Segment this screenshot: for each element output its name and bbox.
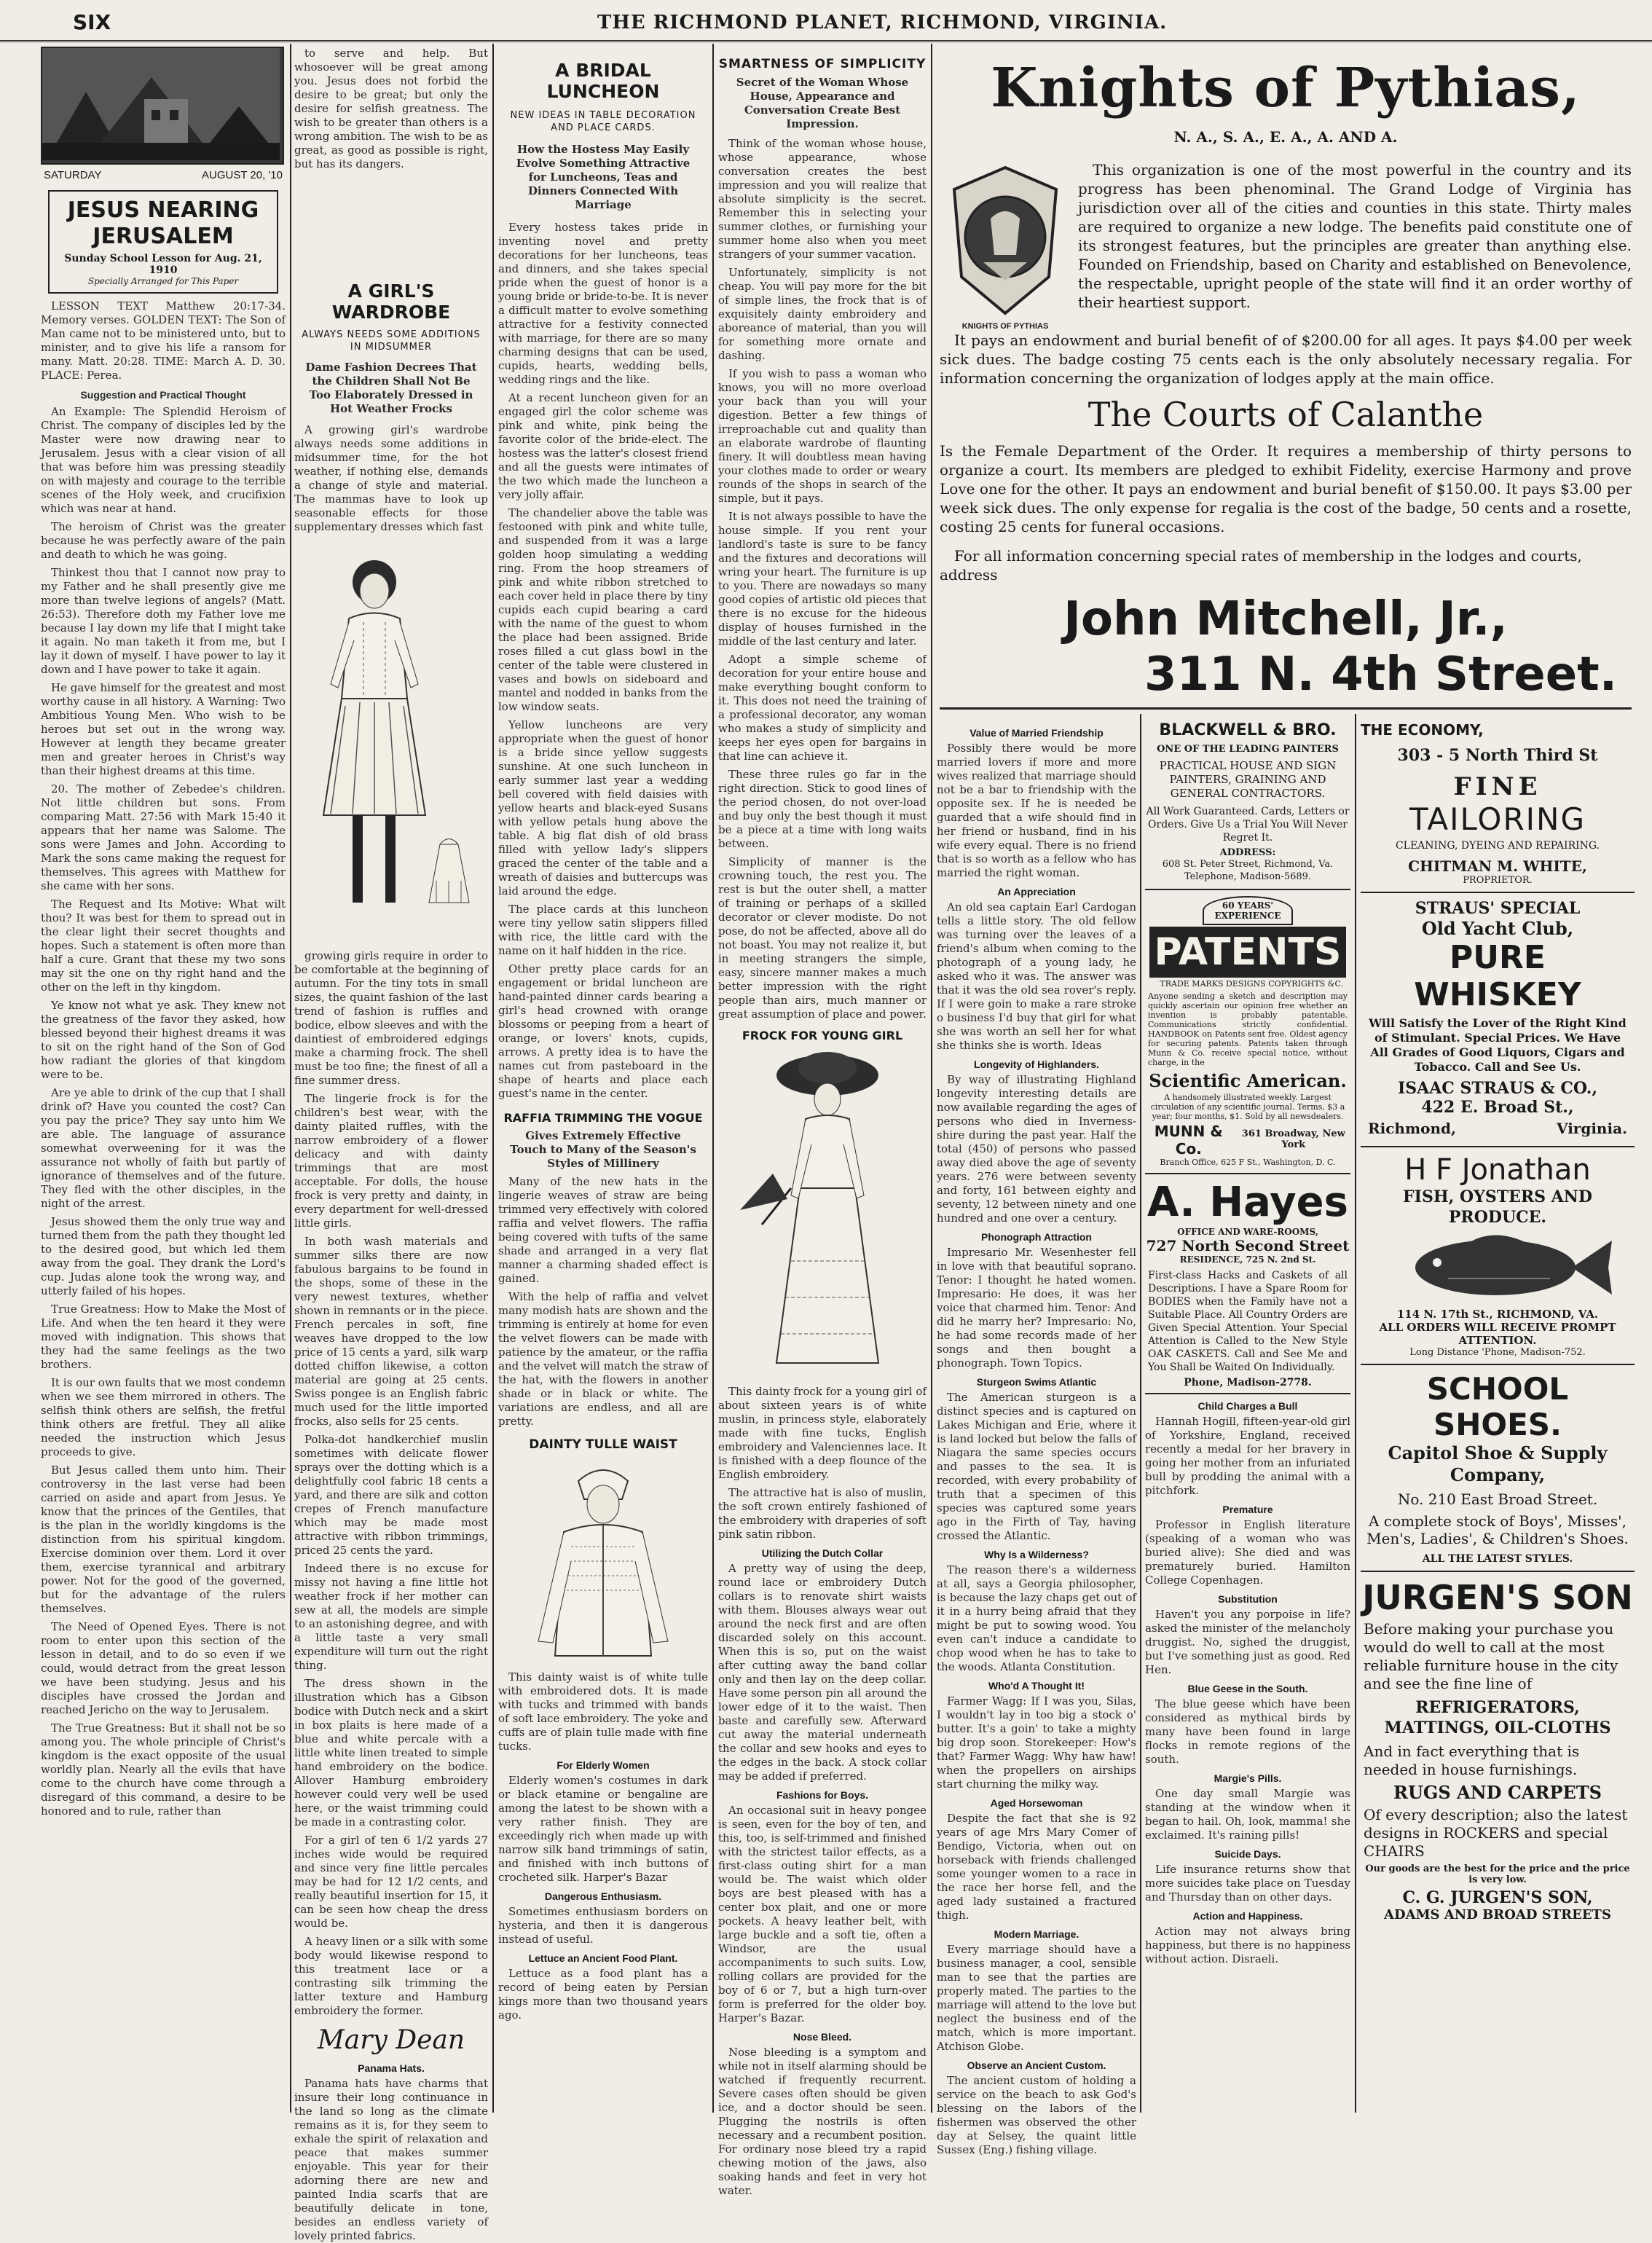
- paragraph: One day small Margie was standing at the window when it began to hail. Oh, look, mamma! she exclaimed. It's raining pills!: [1145, 1787, 1350, 1842]
- paragraph: For a girl of ten 6 1/2 yards 27 inches wide would be required and since very fine little percales may be had for 12 1/2 cents, and really beautiful insertion for 15, it can be seen how cheap the dress would be.: [294, 1834, 488, 1930]
- column-2: [294, 47, 488, 2242]
- hayes-ad: [1145, 1174, 1350, 1394]
- lesson-title: JESUS NEARING JERUSALEM: [67, 197, 259, 249]
- section-heading: Margie's Pills.: [1214, 1772, 1282, 1784]
- ad-line: 303 - 5 North Third St: [1397, 746, 1598, 765]
- paragraph: Are ye able to drink of the cup that I shall drink of? Have you counted the cost? Can you pay the price? They say unto him We are able. The language of assurance somewhat overweening for it was the assurance not wholly of faith but partly of ignorance of themselves and of the future. They fled with the other disciples, in the night of the arrest.: [41, 1086, 286, 1210]
- paragraph: The heroism of Christ was the greater because he was perfectly aware of the pain and death to which he was going.: [41, 520, 286, 561]
- column-rule: [1355, 714, 1356, 2113]
- paragraph: Polka-dot handkerchief muslin sometimes with delicate flower sprays over the dotting which is a delightfully cool fabric 18 cents a yard, and there are silk and cotton crepes of French manufacture which may be made most attractive with ribbon trimmings, priced 25 cents the yard.: [294, 1433, 488, 1557]
- ad-title: A. Hayes: [1147, 1179, 1348, 1226]
- paragraph: It pays an endowment and burial benefit of of $200.00 for all ages. It pays $4.00 per week sick dues. The badge costing 75 cents each is the only absolutely necessary regalia. For information concerning the organization of lodges apply at the main office.: [940, 331, 1632, 387]
- badge-line: 60 YEARS': [1222, 900, 1274, 911]
- section-heading: Substitution: [1218, 1593, 1278, 1605]
- paragraph: It is not always possible to have the house simple. If you rent your landlord's taste is sure to be fancy and the fixtures and decorations will wring your heart. The furniture is up to you. There are nowadays so many good copies of artistic old pieces that there is no excuse for the hideous display of houses furnished in the middle of the last century and later.: [718, 510, 927, 648]
- ad-line: Anyone sending a sketch and description may quickly ascertain our opinion free whether an invention is probably patentable. Communications strictly confidential. HANDBOOK on Patents sent free. Oldest agency for securing patents. Patents taken through Munn & Co. receive special notice, without charge, in the: [1148, 991, 1348, 1067]
- paragraph: An Example: The Splendid Heroism of Christ. The company of disciples led by the Master were now drawing near to Jerusalem. Jesus with a clear vision of all that was before him was pressing steadily on with majesty and courage to the terrible scenes of the Holy week, and crucifixion which was near at hand.: [41, 405, 286, 515]
- paragraph: This organization is one of the most powerful in the country and its progress has been phenominal. The Grand Lodge of Virginia has jurisdiction over all of the cities and counties in this state. Thirty males are required to organize a new lodge. The benefits paid constitute one of its strongest features, but the principles are greater than anything else. Founded on Friendship, based on Charity and established on Benevolence, the respectable, upright people of the state will find it an order worthy of their heartiest support.: [1078, 161, 1632, 311]
- section-heading: Aged Horsewoman: [990, 1797, 1083, 1809]
- section-heading: An Appreciation: [997, 886, 1076, 897]
- paragraph: LESSON TEXT Matthew 20:17-34. Memory verses. GOLDEN TEXT: The Son of Man came not to be ministered unto, but to minister, and to give his life a ransom for many. Matt. 20:28. TIME: March A. D. 30. PLACE: Perea.: [41, 299, 286, 382]
- section-heading: Phonograph Attraction: [981, 1231, 1092, 1243]
- paragraph: Action may not always bring happiness, but there is no happiness without action. Disraeli.: [1145, 1925, 1350, 1965]
- paragraph: True Greatness: How to Make the Most of Life. And when the ten heard it they were moved with indignation. This shows that they had the same feelings as the two brothers.: [41, 1303, 286, 1371]
- section-heading: Longevity of Highlanders.: [974, 1058, 1099, 1070]
- section-heading: Suggestion and Practical Thought: [80, 389, 246, 401]
- kp-emblem: [940, 160, 1078, 331]
- paragraph: An occasional suit in heavy pongee is seen, even for the boy of ten, and this, too, is self-trimmed and finished with the strictest tailor effects, as a first-class outing shirt for a man would be. The waist which older boys are best pleased with has a center box plait, and one or more pockets. A heavy leather belt, with large buckle and a soft tie, often a Windsor, are the usual accompaniments to such suits. Low, rolling collars are provided for the boy of 6 or 7, but a high turn-over form is preferred for the older boy. Harper's Bazar.: [718, 1804, 927, 2024]
- paragraph: Sometimes enthusiasm borders on hysteria, and then it is dangerous instead of useful.: [498, 1905, 708, 1946]
- page-label: SIX: [73, 10, 111, 34]
- paragraph: A growing girl's wardrobe always needs some additions in midsummer time, for the hot weather, if nothing else, demands a change of style and material. The mammas have to look up seasonable effects for those supplementary dresses which fast: [294, 423, 488, 533]
- section-heading: Child Charges a Bull: [1197, 1400, 1298, 1412]
- lesson-title-box: [48, 190, 278, 294]
- paragraph: The True Greatness: But it shall not be so among you. The whole principle of Christ's kingdom is the exact opposite of the usual worldly plan. Nearly all the evils that have come to the church have come through a disregard of this command, a desire to be honored and to rule, rather than: [41, 1721, 286, 1818]
- section-heading: Fashions for Boys.: [776, 1789, 869, 1801]
- ad-line: ISAAC STRAUS & CO.,: [1397, 1079, 1598, 1098]
- paragraph: Adopt a simple scheme of decoration for your entire house and make everything bought conform to it. This does not need the training of a professional decorator, any woman who makes a study of simplicity and keeps her eyes open for bargains in that line can achieve it.: [718, 653, 927, 763]
- ad-line: Of every description; also the latest designs in ROCKERS and special CHAIRS: [1364, 1806, 1628, 1860]
- paragraph: The blue geese which have been considered as mythical birds by many have been found in large flocks in remote regions of the south.: [1145, 1697, 1350, 1766]
- fish-icon: [1361, 1227, 1635, 1308]
- ad-line: Old Yacht Club,: [1421, 918, 1574, 939]
- paragraph: This dainty waist is of white tulle with embroidered dots. It is made with tucks and trimmed with bands of soft lace embroidery. The yoke and cuffs are of plain tulle made with fine tucks.: [498, 1670, 708, 1753]
- ad-line: C. G. JURGEN'S SON,: [1402, 1888, 1593, 1907]
- ad-line: Our goods are the best for the price and the price is very low.: [1365, 1863, 1630, 1885]
- straus-ad: [1361, 893, 1635, 1147]
- paragraph: Jesus showed them the only true way and turned them from the path they thought led to the desired good, but which led them away from the goal. They drank the Lord's cup. Judas alone took the wrong way, and utterly failed of his hopes.: [41, 1215, 286, 1297]
- paragraph: The American sturgeon is a distinct species and is captured on Lakes Michigan and Erie, where it is land locked but below the falls of Niagara the same species occurs and passes to the sea. It is recorded, with every probability of truth that a specimen of this species was captured some years ago in the Firth of Tay, having crossed the Atlantic.: [937, 1391, 1136, 1542]
- ad-line: RUGS AND CARPETS: [1393, 1782, 1602, 1803]
- ad-line: ADAMS AND BROAD STREETS: [1384, 1907, 1611, 1922]
- frock-illustration: [718, 1042, 927, 1385]
- lesson-body: [41, 299, 286, 1818]
- section-heading: Utilizing the Dutch Collar: [761, 1547, 884, 1559]
- blackwell-ad: [1145, 721, 1350, 890]
- column-rule: [492, 44, 494, 2113]
- paragraph: Farmer Wagg: If I was you, Silas, I wouldn't lay in too big a stock o' butter. It's a goin' to take a mighty big drop soon. Storekeeper: How's that? Farmer Wagg: Why haw haw! when the propellers on airships start churning the milky way.: [937, 1694, 1136, 1791]
- paragraph: Impresario Mr. Wesenhester fell in love with that beautiful soprano. Tenor: I thought he hated women. Impresario: He does, it was her voice that charmed him. Tenor: And did he marry her? Impresario: No, he had some records made of her songs and then bought a phonograph. Town Topics.: [937, 1246, 1136, 1370]
- tulle-waist-illustration: [498, 1452, 708, 1670]
- paragraph: 20. The mother of Zebedee's children. Not little children but sons. From comparing Matt. 27:56 with Mark 15:40 it appears that her name was Salome. The sons were James and John. According to Mark the sons came making the request for themselves. This agrees with Matthew for she came with her sons.: [41, 782, 286, 892]
- column-rule: [290, 44, 291, 2113]
- paragraph: An old sea captain Earl Cardogan tells a little story. The old fellow was turning over the leaves of a friend's album when coming to the photograph of a young lady, he asked who it was. The answer was that it was the old sea rover's reply. If I were goin to make a rare stroke o business I'd buy that girl for what she was worth an sell her for what she thinks she is worth. Ideas: [937, 900, 1136, 1052]
- section-heading: Premature: [1222, 1504, 1273, 1515]
- patents-badge: [1203, 896, 1293, 925]
- ad-line: CHITMAN M. WHITE,: [1408, 857, 1587, 875]
- jurgens-ad: [1361, 1572, 1635, 1928]
- article-deck: How the Hostess May Easily Evolve Something Attractive for Luncheons, Teas and Dinners Connected With Marriage: [516, 143, 691, 211]
- paragraph: Every hostess takes pride in inventing novel and pretty decorations for her luncheons, teas and dinners, and she takes special pride when the guest of honor is a young bride or bride-to-be. It is never a difficult matter to evolve something attractive for a festivity connected with marriage, for there are so many charming designs that can be used, cupids, hearts, wedding bells, wedding rings and the like.: [498, 221, 708, 386]
- ad-title: SCHOOL SHOES.: [1426, 1371, 1569, 1442]
- paragraph: The lingerie frock is for the children's best wear, with the dainty plaited ruffles, with the narrow embroidery of a flower delicacy and with dainty trimmings that are most acceptable. For dolls, the house frock is very pretty and dainty, in every department for well-dressed little girls.: [294, 1092, 488, 1230]
- ad-line: OFFICE AND WARE-ROOMS,: [1177, 1227, 1318, 1237]
- paragraph: Life insurance returns show that more suicides take place on Tuesday and Thursday than on other days.: [1145, 1863, 1350, 1904]
- article-deck: Dame Fashion Decrees That the Children Shall Not Be Too Elaborately Dressed in Hot Weather Frocks: [305, 361, 477, 415]
- economy-ad: [1361, 721, 1635, 893]
- lesson-byline: Specially Arranged for This Paper: [87, 276, 239, 286]
- section-heading: For Elderly Women: [556, 1759, 650, 1771]
- paragraph: The Need of Opened Eyes. There is not room to enter upon this section of the lesson in detail, and to do so even if we could, would detract from the great lesson we have been studying. Jesus and his disciples have crossed the Jordan and reached Jericho on the way to Jerusalem.: [41, 1620, 286, 1716]
- paragraph: With the help of raffia and velvet many modish hats are shown and the trimming is entirely at home for even the velvet flowers can be made with patience by the amateur, or the raffia and the velvet will match the straw of the hat, with the flowers in another shade or in black or white. The variations are endless, and all are pretty.: [498, 1290, 708, 1428]
- paragraph: In both wash materials and summer silks there are now fabulous bargains to be found in the shops, some of these in the very newest textures, whether shown in remnants or in the piece. French percales in soft, fine weaves have dropped to the low price of 15 cents a yard, silk warp dotted chiffon likewise, a cotton material are going at 25 cents. Swiss pongee is an English fabric much used for the little imported frocks, also sells for 25 cents.: [294, 1235, 488, 1428]
- ad-line: PROPRIETOR.: [1463, 875, 1533, 886]
- column-8: [1361, 721, 1635, 2091]
- article-deck: Gives Extremely Effective Touch to Many of the Season's Styles of Millinery: [510, 1129, 696, 1170]
- paragraph: Hannah Hogill, fifteen-year-old girl of Yorkshire, England, received recently a medal for her bravery in going her mother from an infuriated bull by prodding the animal with a pitchfork.: [1145, 1415, 1350, 1497]
- ad-title: PURE WHISKEY: [1414, 939, 1581, 1013]
- ad-line: FISH, OYSTERS AND PRODUCE.: [1403, 1187, 1592, 1227]
- paragraph: Nose bleeding is a symptom and while not in itself alarming should be watched if frequently recurrent. Severe cases often should be given ice, and a doctor should be seen. Plugging the nostrils is often necessary and a recumbent position. For ordinary nose bleed try a rapid chewing motion of the jaws, also soaking hands and feet in very hot water.: [718, 2046, 927, 2197]
- ad-line: 727 North Second Street: [1146, 1237, 1350, 1254]
- section-heading: Panama Hats.: [358, 2062, 425, 2074]
- ad-title: JURGEN'S SON: [1362, 1578, 1633, 1617]
- article-title: SMARTNESS OF SIMPLICITY: [718, 57, 927, 71]
- article-subtitle: ALWAYS NEEDS SOME ADDITIONS IN MIDSUMMER: [302, 329, 481, 353]
- ad-line: All Work Guaranteed. Cards, Letters or Orders. Give Us a Trial You Will Never Regret It.: [1146, 806, 1350, 844]
- masthead-illustration: [41, 47, 284, 165]
- section-heading: Value of Married Friendship: [969, 727, 1104, 739]
- ad-line: Will Satisfy the Lover of the Right Kind of Stimulant. Special Prices. We Have All Grades of Good Liquors, Cigars and Tobacco. Call and See Us.: [1369, 1016, 1627, 1074]
- ad-line: And in fact everything that is needed in house furnishings.: [1364, 1743, 1580, 1778]
- contact-address: 311 N. 4th Street.: [1144, 648, 1617, 702]
- ad-line: A complete stock of Boys', Misses', Men's, Ladies', & Children's Shoes.: [1366, 1512, 1629, 1547]
- ad-title: TAILORING: [1409, 801, 1586, 837]
- paragraph: The Request and Its Motive: What wilt thou? It was best for them to spread out in the clear light their secret thoughts and hopes. Such a statement is often more than half a cure. Grant that these my two sons may sit the one on thy right hand and the other on the left in thy kingdom.: [41, 897, 286, 994]
- ad-line: TRADE MARKS DESIGNS COPYRIGHTS &C.: [1160, 979, 1343, 989]
- ad-line: Capitol Shoe & Supply Company,: [1388, 1442, 1608, 1485]
- ad-title: MUNN & Co.: [1154, 1123, 1223, 1158]
- knights-of-pythias-ad: [940, 47, 1632, 710]
- paragraph: If you wish to pass a woman who knows, you will no more overload your back than you will your digestion. Better a few things of irreproachable cut and quality than an elaborate wardrobe of flaunting finery. It will doubtless mean having your clothes made to order or weary rounds of the shops in search of the simple, but it pays.: [718, 367, 927, 505]
- ad-line: ALL THE LATEST STYLES.: [1422, 1553, 1573, 1565]
- ad-line: Branch Office, 625 F St., Washington, D. C.: [1160, 1158, 1336, 1167]
- ad-title: Scientific American.: [1149, 1070, 1347, 1091]
- paragraph: This dainty frock for a young girl of about sixteen years is of white muslin, in princess style, elaborately made with fine tucks, English embroidery and Valenciennes lace. It is finished with a deep flounce of the English embroidery.: [718, 1385, 927, 1481]
- ad-title: THE ECONOMY,: [1361, 721, 1484, 739]
- ad-title: H F Jonathan: [1404, 1153, 1591, 1187]
- article-body: [498, 221, 708, 1101]
- section-heading: Modern Marriage.: [994, 1928, 1079, 1940]
- school-shoes-ad: [1361, 1365, 1635, 1572]
- paragraph: Unfortunately, simplicity is not cheap. You will pay more for the bit of simple lines, the frock that is of exquisitely dainty embroidery and aboreance of material, than you will for something more ornate and dashing.: [718, 266, 927, 362]
- ad-line: 422 E. Broad St.,: [1421, 1098, 1574, 1117]
- column-3: [498, 47, 708, 2079]
- paragraph: But Jesus called them unto him. Their controversy in the last verse had been carried on aside and apart from Jesus. Ye know that the princes of the Gentiles, that is the plan in the worldly kingdoms is the distinction from his spiritual kingdom. Exercise dominion over them. Lord it over them, exercise tyrannical and arbitrary power. Not for the good of the governed, but for the advantage of the rulers themselves.: [41, 1464, 286, 1615]
- ad-title: BLACKWELL & BRO.: [1159, 721, 1337, 739]
- patents-title: PATENTS: [1149, 927, 1346, 978]
- ad-line: Long Distance 'Phone, Madison-752.: [1409, 1347, 1586, 1358]
- paragraph: The place cards at this luncheon were tiny yellow satin slippers filled with rice, the little card with the name on it half hidden in the rice.: [498, 903, 708, 957]
- article-subtitle: NEW IDEAS IN TABLE DECORATION AND PLACE CARDS.: [510, 110, 696, 133]
- section-heading: Who'd A Thought It!: [988, 1680, 1085, 1692]
- article-deck: Secret of the Woman Whose House, Appearance and Conversation Create Best Impression.: [736, 76, 909, 130]
- masthead: [0, 0, 1652, 42]
- ad-line: Richmond,: [1368, 1120, 1456, 1137]
- article-title: A BRIDAL LUNCHEON: [546, 60, 660, 102]
- patents-ad: [1145, 890, 1350, 1174]
- article-title: RAFFIA TRIMMING THE VOGUE: [503, 1111, 703, 1125]
- article-title: A GIRL'S WARDROBE: [331, 280, 451, 323]
- section-heading: Observe an Ancient Custom.: [967, 2059, 1106, 2071]
- calanthe-title: The Courts of Calanthe: [1087, 395, 1484, 434]
- article-body: [718, 137, 927, 1021]
- paragraph: Other pretty place cards for an engagement or bridal luncheon are hand-painted dinner cards bearing a girl's head crowned with orange blossoms or peeping from a heart of orange, or lovers' knots, cupids, arrows. A pretty idea is to have the names cut from pasteboard in the shape of hearts and place each guest's name in the center.: [498, 962, 708, 1100]
- badge-line: EXPERIENCE: [1214, 911, 1281, 921]
- ad-line: Phone, Madison-2778.: [1184, 1377, 1312, 1388]
- ad-line: First-class Hacks and Caskets of all Descriptions. I have a Spare Room for BODIES when the Family have not a Suitable Place. All Country Orders are Given Special Attention. Your Special Attention is Called to the New Style OAK CASKETS. Call and See Me and You Shall be Waited On Individually.: [1148, 1270, 1348, 1373]
- paragraph: Haven't you any porpoise in life? asked the minister of the melancholy druggist. No, sighed the druggist, but I've something just as good. Red Hen.: [1145, 1608, 1350, 1676]
- ad-line: 608 St. Peter Street, Richmond, Va. Telephone, Madison-5689.: [1162, 859, 1334, 882]
- paragraph: Every marriage should have a business manager, a cool, sensible man to see that the parties are properly mated. The parties to the marriage will attend to the love but neglect the business end of the match, which is more important. Atchison Globe.: [937, 1943, 1136, 2053]
- paragraph: For all information concerning special rates of membership in the lodges and courts, address: [940, 547, 1582, 584]
- issue-date: AUGUST 20, '10: [202, 169, 283, 181]
- paragraph: Many of the new hats in the lingerie weaves of straw are being trimmed very effectively with colored raffia and velvet flowers. The raffia being covered with tufts of the same shade and arranged in a very flat manner a charming shaded effect is gained.: [498, 1175, 708, 1285]
- paragraph: Professor in English literature (speaking of a woman who was buried alive): She died and was prematurely buried. Hamilton College Copenhagen.: [1145, 1518, 1350, 1587]
- illustration-caption: FROCK FOR YOUNG GIRL: [742, 1029, 903, 1042]
- section-heading: Nose Bleed.: [792, 2031, 852, 2043]
- paragraph: Indeed there is no excuse for missy not having a fine little hot weather frock if her mother can sew at all, the models are simple to an astonishing degree, and with a little taste a very small expenditure will turn out the right thing.: [294, 1562, 488, 1672]
- paragraph: Possibly there would be more married lovers if more and more wives realized that marriage should not be a bar to friendship with the opposite sex. If he is needed be guarded that a wife should find in her friend or husband, find in his wife every equal. There is no friend that is so worth as a fellow who has married the right woman.: [937, 742, 1136, 879]
- column-4: [718, 47, 927, 2197]
- paragraph: At a recent luncheon given for an engaged girl the color scheme was pink and white, pink being the favorite color of the bride-elect. The hostess was the latter's closest friend and all the guests were intimates of the two which made the luncheon a very jolly affair.: [498, 391, 708, 501]
- kp-title: Knights of Pythias,: [991, 57, 1581, 119]
- ad-line: ALL ORDERS WILL RECEIVE PROMPT ATTENTION.: [1379, 1321, 1616, 1347]
- lesson-subtitle: Sunday School Lesson for Aug. 21, 1910: [64, 253, 262, 276]
- paragraph: Simplicity of manner is the crowning touch, the rest you. The rest is but the outer shell, a matter of training or perhaps of a skilled decorator or clever modiste. Do not pose, do not be affected, above all do not boast. You may not realize it, but in meeting strangers the simple, easy, sincere manner makes a much better impression with the right people than airs, much manner or great assumption of place and power.: [718, 855, 927, 1021]
- paragraph: Elderly women's costumes in dark or black etamine or bengaline are among the latest to be shown with a very rather finish. They are exceedingly rich when made up with narrow silk band trimmings of satin, and finished with inch buttons of crocheted silk. Harper's Bazar: [498, 1774, 708, 1884]
- ad-line: Before making your purchase you would do well to call at the most reliable furniture house in the city and see the fine line of: [1364, 1620, 1618, 1692]
- paragraph: Is the Female Department of the Order. It requires a membership of thirty persons to organize a court. Its members are pledged to exhibit Fidelity, exercise Harmony and prove Love one for the other. It pays an endowment and burial benefit of $150.00. It pays $3.00 per week sick dues. The only expense for regalia is the cost of the badge, 50 cents and a rosette, costing 25 cents for funeral occasions.: [940, 442, 1632, 535]
- paper-title: THE RICHMOND PLANET, RICHMOND, VIRGINIA.: [597, 12, 1168, 34]
- column-rule: [931, 44, 932, 2113]
- ad-line: Virginia.: [1557, 1120, 1627, 1137]
- section-heading: Suicide Days.: [1214, 1848, 1281, 1860]
- column-6: [937, 721, 1136, 2156]
- ad-line: RESIDENCE, 725 N. 2nd St.: [1179, 1254, 1316, 1265]
- paragraph: The ancient custom of holding a service on the beach to ask God's blessing on the labors of the fishermen was observed the other day at Selsey, the quaint little Sussex (Eng.) fishing village.: [937, 2074, 1136, 2156]
- ad-line: ONE OF THE LEADING PAINTERS: [1157, 744, 1339, 755]
- kp-emblem-text: KNIGHTS OF PYTHIAS: [961, 322, 1049, 331]
- ad-line: No. 210 East Broad Street.: [1397, 1490, 1598, 1508]
- paragraph: The attractive hat is also of muslin, the soft crown entirely fashioned of the embroidery with draperies of soft pink satin ribbon.: [718, 1486, 927, 1541]
- ad-line: PRACTICAL HOUSE AND SIGN PAINTERS, GRAINING AND GENERAL CONTRACTORS.: [1159, 759, 1337, 800]
- paragraph: Yellow luncheons are very appropriate when the guest of honor is a bride since yellow suggests sunshine. At one such luncheon in early summer last year a wedding bell covered with field daisies with yellow hearts and black-eyed Susans with yellow petals hung above the table. A big flat dish of old brass filled with yellow lady's slippers graced the center of the table and a wreath of daisies and buttercups was laid around the edge.: [498, 718, 708, 897]
- ad-line: 114 N. 17th St., RICHMOND, VA.: [1396, 1308, 1599, 1321]
- column-rule: [712, 44, 714, 2113]
- section-heading: Dangerous Enthusiasm.: [544, 1890, 662, 1902]
- paragraph: Panama hats have charms that insure their long continuance in the land so long as the climate remains as it is, for they seem to exhale the spirit of relaxation and peace that makes summer enjoyable. This year for their adorning there are new and painted India scarfs that are beautifully delicate in tone, besides an endless variety of lovely printed fabrics.: [294, 2077, 488, 2242]
- author-signature: Mary Dean: [317, 2025, 465, 2055]
- paragraph: A pretty way of using the deep, round lace or embroidery Dutch collars is to renovate shirt waists with them. Blouses always wear out around the neck first and are often discarded solely on this account. When this is so, put on the waist after cutting away the band collar only and then lay on the deep collar. Have some person pin all around the lower edge of it to the waist. Then baste and carefully sew. Afterward cut away the material underneath the collar and sew hooks and eyes to the edges in the back. A stock collar may be added if preferred.: [718, 1562, 927, 1783]
- kp-subtitle: N. A., S. A., E. A., A. AND A.: [1173, 128, 1398, 146]
- paragraph: Lettuce as a food plant has a record of being eaten by Persian kings more than two thousand years ago.: [498, 1967, 708, 2022]
- ad-line: CLEANING, DYEING AND REPAIRING.: [1395, 840, 1600, 852]
- column-1: [41, 47, 286, 2079]
- section-heading: Action and Happiness.: [1192, 1910, 1303, 1922]
- jonathan-ad: [1361, 1147, 1635, 1365]
- issue-day: SATURDAY: [44, 169, 102, 181]
- paragraph: He gave himself for the greatest and most worthy cause in all history. A Warning: Two Ambitious Young Men. Who wish to be heroes but set out in the wrong way. However at length they became greater men and greater heroes in Christ's way than their highest dreams at this time.: [41, 681, 286, 777]
- girl-dress-illustration: [294, 538, 488, 946]
- paragraph: It is our own faults that we most condemn when we see them mirrored in others. The selfish think others are selfish, the fretful think others are fretful. They all alike needed the instruction which Jesus proceeds to give.: [41, 1376, 286, 1458]
- article-title: DAINTY TULLE WAIST: [529, 1437, 677, 1452]
- paragraph: The reason there's a wilderness at all, says a Georgia philosopher, is because the lazy chaps get out of it in a hurry being afraid that they might be put to sowing wood. You even can't induce a candidate to chop wood when he has to take to the woods. Atlanta Constitution.: [937, 1563, 1136, 1673]
- section-heading: Blue Geese in the South.: [1187, 1683, 1308, 1694]
- paragraph: Thinkest thou that I cannot now pray to my Father and he shall presently give me more than twelve legions of angels? (Matt. 26:53). Therefore doth my Father love me because I lay down my life that I might take it again. No man taketh it from me, but I lay it down of myself. I have power to lay it down and I have power to take it again.: [41, 566, 286, 676]
- paragraph: Think of the woman whose house, whose appearance, whose conversation creates the best impression and you will realize that absolute simplicity is the secret. Remember this in selecting your summer clothes, or furnishing your summer home also when you meet strangers of your summer vacation.: [718, 137, 927, 261]
- ad-line: STRAUS' SPECIAL: [1415, 899, 1581, 918]
- ad-line: FINE: [1453, 772, 1542, 801]
- column-rule: [1140, 714, 1141, 2113]
- paragraph: Ye know not what ye ask. They knew not the greatness of the favor they asked, how blessed beyond their highest dreams it was to sit on the right hand of the Son of God how radiant the glories of that kingdom were to be.: [41, 999, 286, 1081]
- paragraph: The dress shown in the illustration which has a Gibson bodice with Dutch neck and a skirt in box plaits is here made of a blue and white percale with a little white linen treated to simple hand embroidery on the bodice. Allover Hamburg embroidery however could very well be used here, or the waist trimming could be made in a contrasting color.: [294, 1677, 488, 1828]
- ad-line: A handsomely illustrated weekly. Largest circulation of any scientific journal. Terms, $3 a year; four months, $1. Sold by all newsdealers.: [1150, 1093, 1345, 1121]
- paragraph: A heavy linen or a silk with some body would likewise respond to this treatment lace or a contrasting silk trimming the latter texture and Hamburg embroidery the former.: [294, 1935, 488, 2017]
- paragraph: growing girls require in order to be comfortable at the beginning of autumn. For the tiny tots in small sizes, the quaint fashion of the last trend of fashion is ruffles and bodice, elbow sleeves and with the daintiest of embroidered edgings make a charming frock. The shell must be too fine; the finest of all a fine summer dress.: [294, 949, 488, 1087]
- paragraph: These three rules go far in the right direction. Stick to good lines of the period chosen, do not over-load and buy only the best though it must be a piece at a time with long waits between.: [718, 768, 927, 850]
- article-body: [294, 423, 488, 534]
- article-body-cont: [294, 949, 488, 2018]
- ad-line: REFRIGERATORS, MATTINGS, OIL-CLOTHS: [1384, 1698, 1611, 1737]
- paragraph: to serve and help. But whosoever will be great among you. Jesus does not forbid the desire to be great; but only the desire for selfish greatness. The wish to be greater than others is a wrong ambition. The wish to be as great, as good as possible is right, but has its dangers.: [294, 47, 488, 170]
- paragraph: Despite the fact that she is 92 years of age Mrs Mary Comer of Bendigo, Victoria, when out on horseback with friends challenged some younger women to a race in the race her horse fell, and the aged lady sustained a fractured thigh.: [937, 1812, 1136, 1922]
- section-heading: Why Is a Wilderness?: [984, 1549, 1089, 1560]
- column-7: [1145, 721, 1350, 2091]
- contact-name: John Mitchell, Jr.,: [1063, 592, 1508, 646]
- paragraph: By way of illustrating Highland longevity interesting details are now available regarding the ages of persons who died in Inverness-shire during the past year. Half the total (450) of persons who passed away died above the age of seventy years. 276 were between seventy and forty, 161 between eighty and seventy, 12 between ninety and one hundred and one over a century.: [937, 1073, 1136, 1225]
- ad-line: ADDRESS:: [1219, 847, 1276, 858]
- continued-text: [294, 47, 488, 171]
- ad-line: 361 Broadway, New York: [1241, 1128, 1345, 1150]
- section-heading: Lettuce an Ancient Food Plant.: [528, 1952, 678, 1964]
- paragraph: The chandelier above the table was festooned with pink and white tulle, and suspended from it was a large golden hoop simulating a wedding ring. From the hoop streamers of pink and white ribbon stretched to each cover held in place there by tiny cupids each cupid bearing a card with the name of the guest to whom the place had been assigned. Bride roses filled a cut glass bowl in the center of the table were clustered in vases and bowls on sideboard and mantel and nodded in banks from the low window seats.: [498, 506, 708, 713]
- section-heading: Sturgeon Swims Atlantic: [976, 1376, 1097, 1388]
